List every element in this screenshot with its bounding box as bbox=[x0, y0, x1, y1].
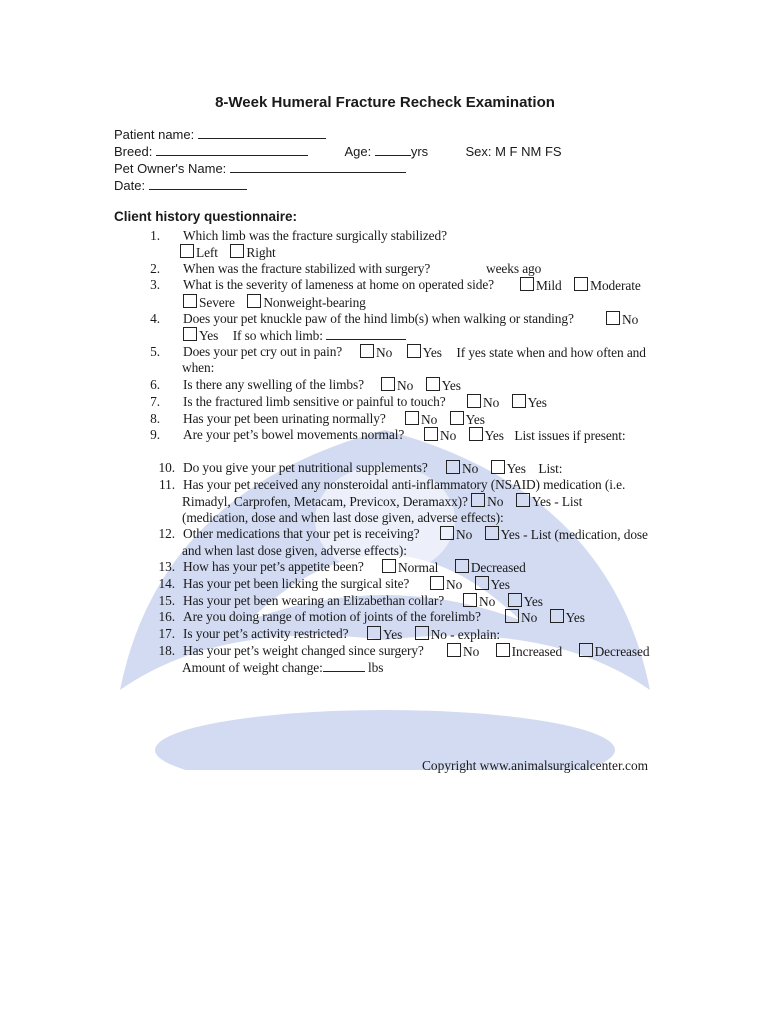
sex-option-m[interactable]: M bbox=[495, 144, 506, 159]
breed-row bbox=[114, 144, 562, 159]
checkbox-yes[interactable] bbox=[508, 593, 522, 607]
checkbox-no[interactable] bbox=[463, 593, 477, 607]
checkbox-yes-list[interactable] bbox=[485, 526, 499, 540]
weight-change-field[interactable] bbox=[323, 660, 365, 672]
limb-field[interactable] bbox=[326, 328, 406, 340]
checkbox-nonweight-bearing[interactable] bbox=[247, 294, 261, 308]
checkbox-yes[interactable] bbox=[512, 394, 526, 408]
age-unit: yrs bbox=[410, 144, 429, 159]
date-field[interactable] bbox=[149, 178, 247, 190]
checkbox-no[interactable] bbox=[381, 377, 395, 391]
checkbox-severe[interactable] bbox=[183, 294, 197, 308]
checkbox-left[interactable] bbox=[180, 244, 194, 258]
checkbox-yes[interactable] bbox=[426, 377, 440, 391]
sex-option-nm[interactable]: NM bbox=[521, 144, 542, 159]
page-title: 8-Week Humeral Fracture Recheck Examination bbox=[215, 94, 555, 111]
checkbox-mild[interactable] bbox=[520, 277, 534, 291]
breed-field[interactable] bbox=[156, 144, 308, 156]
patient-name-label: Patient name: bbox=[114, 127, 195, 142]
sex-option-fs[interactable]: FS bbox=[544, 144, 562, 159]
checkbox-yes[interactable] bbox=[475, 576, 489, 590]
checkbox-no[interactable] bbox=[446, 460, 460, 474]
sex-label: Sex: bbox=[465, 144, 492, 159]
checkbox-yes[interactable] bbox=[450, 411, 464, 425]
checkbox-no-explain[interactable] bbox=[415, 626, 429, 640]
checkbox-yes-list[interactable] bbox=[516, 493, 530, 507]
sex-option-f[interactable]: F bbox=[509, 144, 518, 159]
checkbox-no[interactable] bbox=[467, 394, 481, 408]
breed-label: Breed: bbox=[114, 144, 153, 159]
checkbox-no[interactable] bbox=[606, 311, 620, 325]
checkbox-no[interactable] bbox=[505, 609, 519, 623]
checkbox-yes[interactable] bbox=[491, 460, 505, 474]
checkbox-right[interactable] bbox=[230, 244, 244, 258]
owner-row bbox=[114, 161, 406, 176]
checkbox-increased[interactable] bbox=[496, 643, 510, 657]
checkbox-no[interactable] bbox=[430, 576, 444, 590]
checkbox-decreased[interactable] bbox=[579, 643, 593, 657]
weeks-ago-label: weeks ago bbox=[486, 261, 542, 276]
checkbox-yes[interactable] bbox=[183, 327, 197, 341]
checkbox-no[interactable] bbox=[405, 411, 419, 425]
checkbox-no[interactable] bbox=[424, 427, 438, 441]
patient-name-field[interactable] bbox=[198, 127, 326, 139]
checkbox-normal[interactable] bbox=[382, 559, 396, 573]
patient-name-row bbox=[114, 127, 326, 142]
checkbox-yes[interactable] bbox=[550, 609, 564, 623]
age-label: Age: bbox=[344, 144, 372, 159]
date-label: Date: bbox=[114, 178, 146, 193]
checkbox-no[interactable] bbox=[447, 643, 461, 657]
age-field[interactable] bbox=[375, 144, 411, 156]
owner-label: Pet Owner's Name: bbox=[114, 161, 227, 176]
checkbox-no[interactable] bbox=[440, 526, 454, 540]
checkbox-yes[interactable] bbox=[469, 427, 483, 441]
checkbox-yes[interactable] bbox=[407, 344, 421, 358]
date-row bbox=[114, 178, 247, 193]
checkbox-no[interactable] bbox=[471, 493, 485, 507]
owner-field[interactable] bbox=[230, 161, 406, 173]
checkbox-decreased[interactable] bbox=[455, 559, 469, 573]
checkbox-no[interactable] bbox=[360, 344, 374, 358]
copyright-text: Copyright www.animalsurgicalcenter.com bbox=[422, 758, 649, 773]
section-title: Client history questionnaire: bbox=[114, 209, 298, 224]
checkbox-yes[interactable] bbox=[367, 626, 381, 640]
checkbox-moderate[interactable] bbox=[574, 277, 588, 291]
